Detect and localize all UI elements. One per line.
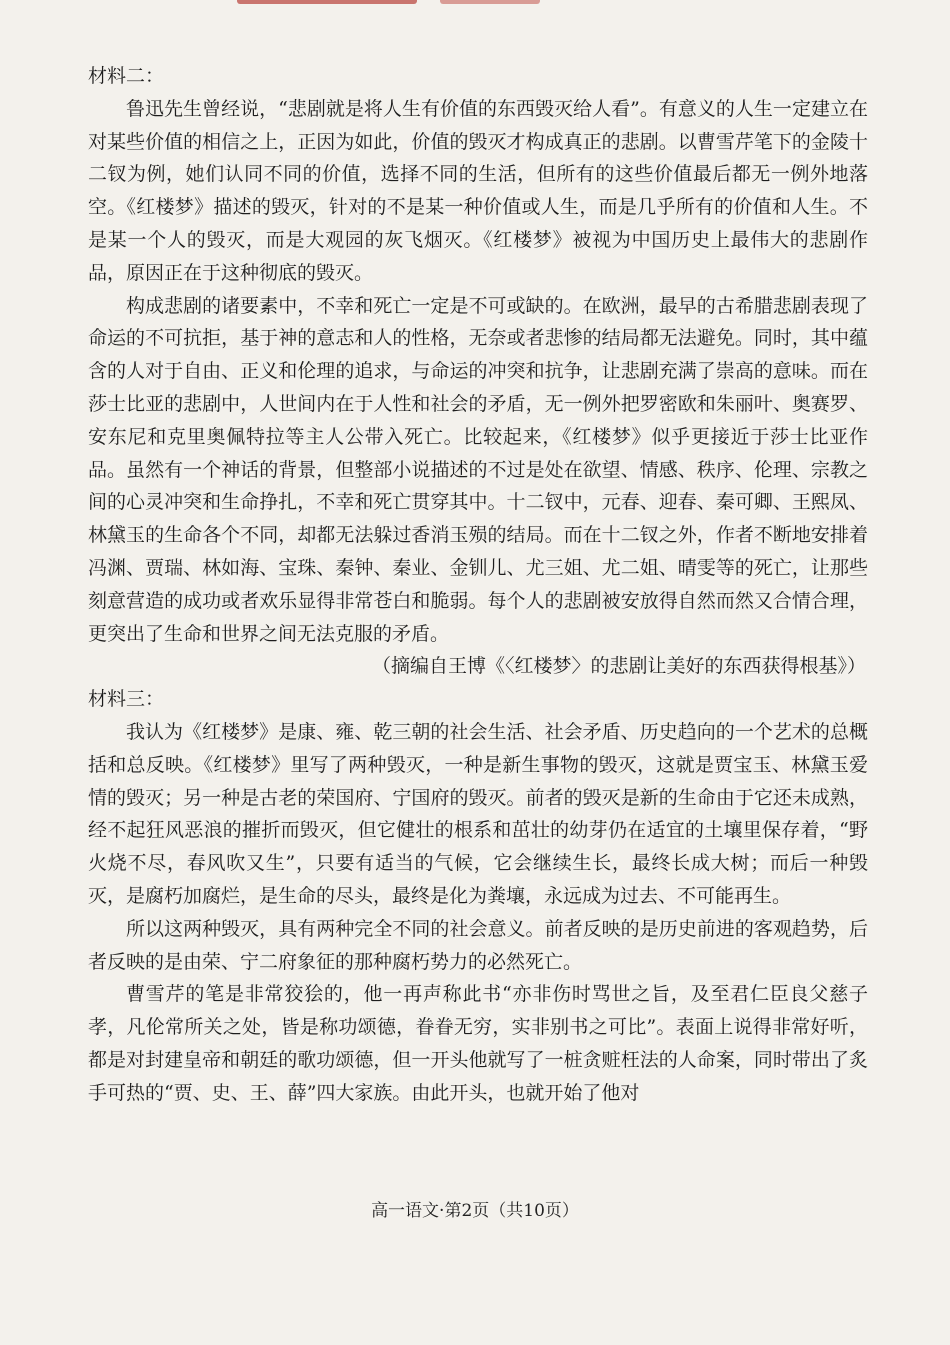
material-two-source: （摘编自王博《〈红楼梦〉的悲剧让美好的东西获得根基》） bbox=[371, 655, 866, 678]
material-three-paragraph-1: 我认为《红楼梦》是康、雍、乾三朝的社会生活、社会矛盾、历史趋向的一个艺术的总概括和总反映。《红楼梦》里写了两种毁灭，一种是新生事物的毁灭，这就是贾宝玉、林黛玉爱情的毁灭；另一种是古老的荣国府、宁国府的毁灭。前者的毁灭是新的生命由于它还未成熟，经不起狂风恶浪的摧折而毁灭，但它健壮的根系和茁壮的幼芽仍在适宜的土壤里保存着，“野火烧不尽，春风吹又生”，只要有适当的气候，它会继续生长，最终长成大树；而后一种毁灭，是腐朽加腐烂，是生命的尽头，最终是化为粪壤，永远成为过去、不可能再生。 bbox=[88, 720, 868, 907]
top-edge-mark bbox=[237, 0, 417, 4]
material-three-heading: 材料三： bbox=[88, 688, 165, 711]
page-body bbox=[88, 60, 868, 1110]
material-two-heading: 材料二： bbox=[88, 65, 165, 87]
page-footer: 高一语文·第2页（共10页） bbox=[371, 1201, 579, 1221]
material-two-paragraph-2: 构成悲剧的诸要素中，不幸和死亡一定是不可或缺的。在欧洲，最早的古希腊悲剧表现了命运的不可抗拒，基于神的意志和人的性格，无奈或者悲惨的结局都无法避免。同时，其中蕴含的人对于自由、正义和伦理的追求，与命运的冲突和抗争，让悲剧充满了崇高的意味。而在莎士比亚的悲剧中，人世间内在于人性和社会的矛盾，无一例外把罗密欧和朱丽叶、奥赛罗、安东尼和克里奥佩特拉等主人公带入死亡。比较起来，《红楼梦》似乎更接近于莎士比亚作品。虽然有一个神话的背景，但整部小说描述的不过是处在欲望、情感、秩序、伦理、宗教之间的心灵冲突和生命挣扎，不幸和死亡贯穿其中。十二钗中，元春、迎春、秦可卿、王熙凤、林黛玉的生命各个不同，却都无法躲过香消玉殒的结局。而在十二钗之外，作者不断地安排着冯渊、贾瑞、林如海、宝珠、秦钟、秦业、金钏儿、尤三姐、尤二姐、晴雯等的死亡，让那些刻意营造的成功或者欢乐显得非常苍白和脆弱。每个人的悲剧被安放得自然而然又合情合理，更突出了生命和世界之间无法克服的矛盾。 bbox=[88, 294, 868, 645]
material-three-paragraph-3: 曹雪芹的笔是非常狡狯的，他一再声称此书“亦非伤时骂世之旨，及至君仁臣良父慈子孝，凡伦常所关之处，皆是称功颂德，眷眷无穷，实非别书之可比”。表面上说得非常好听，都是对封建皇帝和朝廷的歌功颂德，但一开头他就写了一桩贪赃枉法的人命案，同时带出了炙手可热的“贾、史、王、薛”四大家族。由此开头，也就开始了他对 bbox=[88, 983, 868, 1104]
top-edge-mark-right bbox=[440, 0, 540, 4]
material-two-paragraph-1: 鲁迅先生曾经说，“悲剧就是将人生有价值的东西毁灭给人看”。有意义的人生一定建立在对某些价值的相信之上，正因为如此，价值的毁灭才构成真正的悲剧。以曹雪芹笔下的金陵十二钗为例，她们认同不同的价值，选择不同的生活，但所有的这些价值最后都无一例外地落空。《红楼梦》描述的毁灭，针对的不是某一种价值或人生，而是几乎所有的价值和人生。不是某一个人的毁灭，而是大观园的灰飞烟灭。《红楼梦》被视为中国历史上最伟大的悲剧作品，原因正在于这种彻底的毁灭。 bbox=[88, 97, 868, 284]
material-three-paragraph-2: 所以这两种毁灭，具有两种完全不同的社会意义。前者反映的是历史前进的客观趋势，后者反映的是由荣、宁二府象征的那种腐朽势力的必然死亡。 bbox=[88, 917, 868, 973]
